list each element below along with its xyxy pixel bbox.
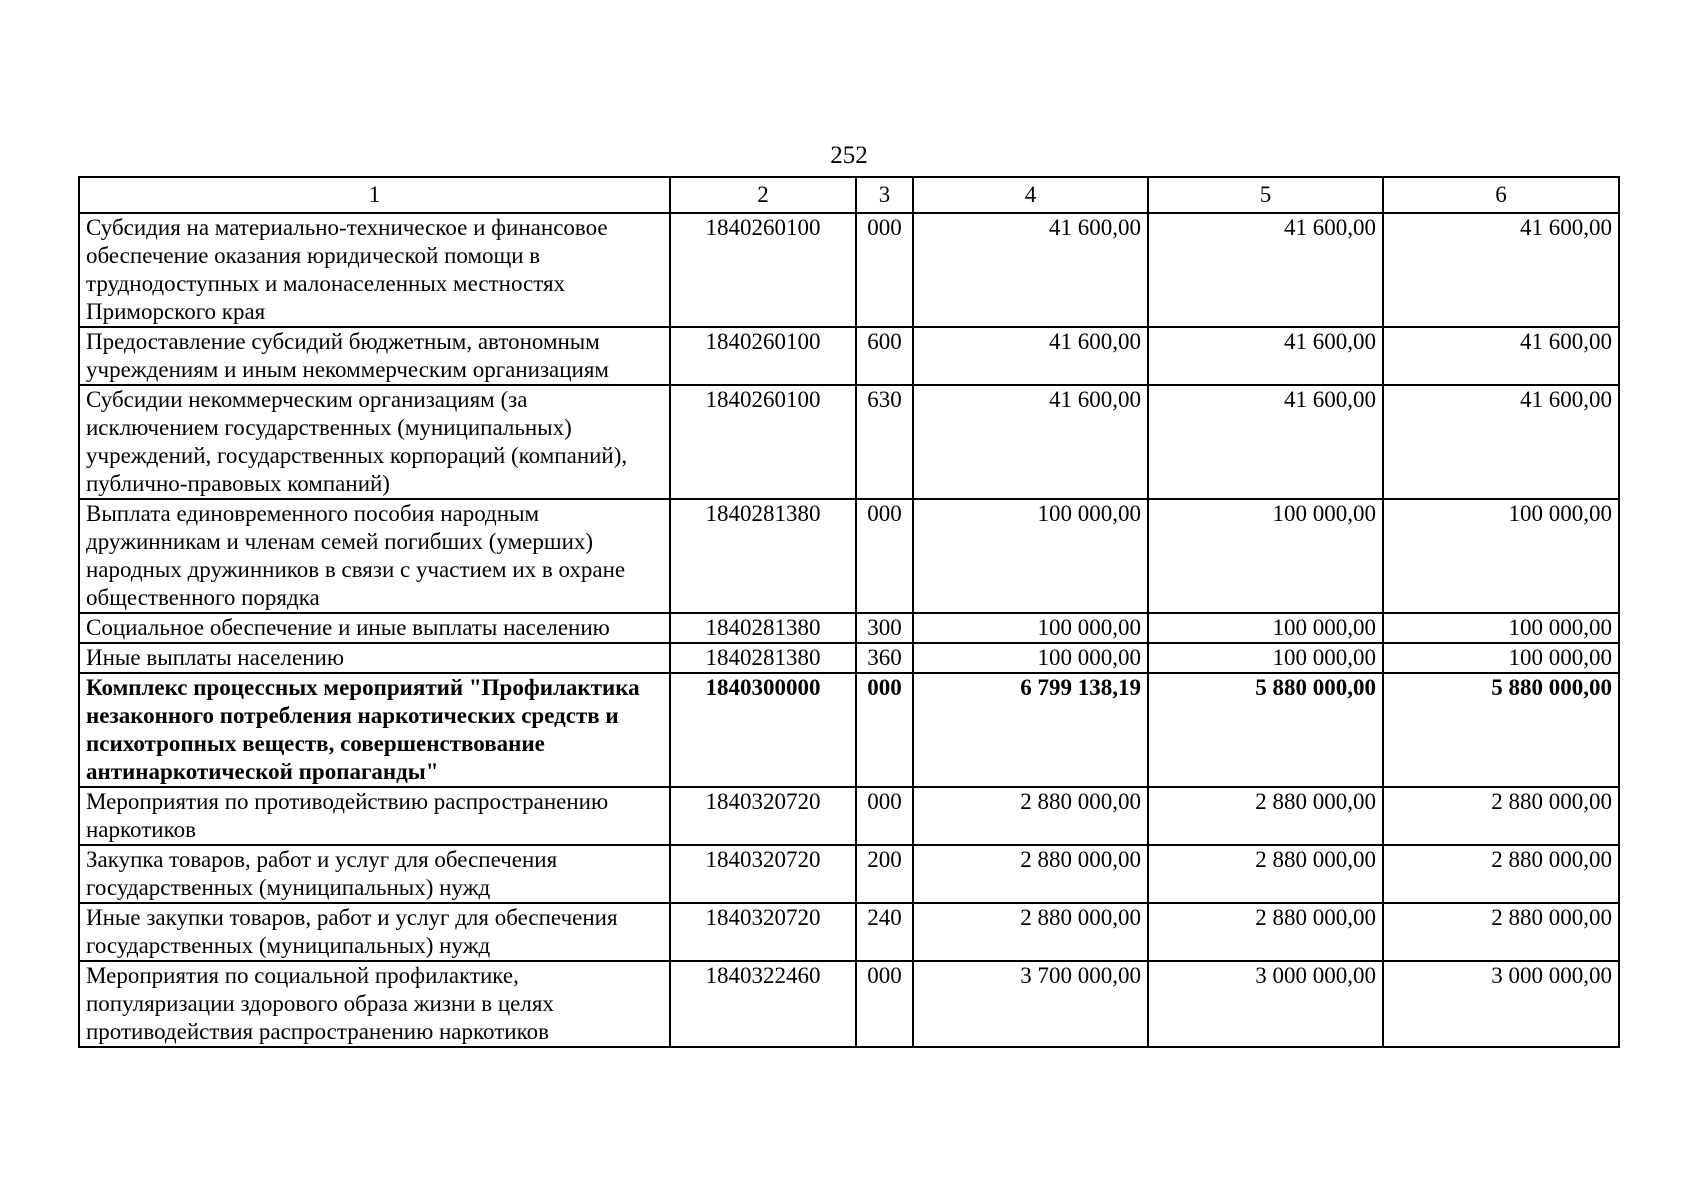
row-value-6: 100 000,00 — [1383, 613, 1619, 643]
row-name: Мероприятия по социальной профилактике, популяризации здорового образа жизни в целях противодействия распространению наркотиков — [79, 961, 670, 1047]
header-row — [79, 177, 1619, 213]
row-type: 360 — [856, 643, 913, 673]
table-row — [79, 327, 1619, 385]
row-value-5: 41 600,00 — [1148, 327, 1383, 385]
row-code: 1840260100 — [670, 385, 856, 499]
table-row — [79, 385, 1619, 499]
row-type: 600 — [856, 327, 913, 385]
row-value-5: 41 600,00 — [1148, 213, 1383, 327]
row-type: 000 — [856, 673, 913, 787]
row-value-6: 41 600,00 — [1383, 327, 1619, 385]
table-row — [79, 213, 1619, 327]
row-code: 1840281380 — [670, 643, 856, 673]
row-type: 300 — [856, 613, 913, 643]
table-row — [79, 845, 1619, 903]
row-value-4: 2 880 000,00 — [913, 787, 1148, 845]
row-value-6: 2 880 000,00 — [1383, 845, 1619, 903]
row-value-4: 41 600,00 — [913, 213, 1148, 327]
row-type: 200 — [856, 845, 913, 903]
table-row — [79, 903, 1619, 961]
table-row — [79, 961, 1619, 1047]
row-value-4: 100 000,00 — [913, 643, 1148, 673]
row-code: 1840281380 — [670, 613, 856, 643]
row-name: Мероприятия по противодействию распространению наркотиков — [79, 787, 670, 845]
row-code: 1840281380 — [670, 499, 856, 613]
row-value-4: 100 000,00 — [913, 499, 1148, 613]
table-row — [79, 787, 1619, 845]
row-type: 000 — [856, 961, 913, 1047]
header-col-4: 4 — [913, 177, 1148, 213]
row-name: Выплата единовременного пособия народным дружинникам и членам семей погибших (умерших) народных дружинников в связи с участием их в охране общественного порядка — [79, 499, 670, 613]
table-row — [79, 643, 1619, 673]
row-name: Иные выплаты населению — [79, 643, 670, 673]
row-value-5: 100 000,00 — [1148, 643, 1383, 673]
row-name: Комплекс процессных мероприятий "Профилактика незаконного потребления наркотических средств и психотропных веществ, совершенствование антинаркотической пропаганды" — [79, 673, 670, 787]
table-row — [79, 499, 1619, 613]
row-value-6: 5 880 000,00 — [1383, 673, 1619, 787]
row-value-6: 41 600,00 — [1383, 385, 1619, 499]
header-col-1: 1 — [79, 177, 670, 213]
row-type: 630 — [856, 385, 913, 499]
row-value-5: 100 000,00 — [1148, 613, 1383, 643]
table-row — [79, 613, 1619, 643]
row-code: 1840260100 — [670, 213, 856, 327]
header-col-3: 3 — [856, 177, 913, 213]
row-value-5: 5 880 000,00 — [1148, 673, 1383, 787]
row-value-4: 2 880 000,00 — [913, 903, 1148, 961]
row-value-4: 3 700 000,00 — [913, 961, 1148, 1047]
row-type: 000 — [856, 499, 913, 613]
row-value-6: 41 600,00 — [1383, 213, 1619, 327]
row-value-6: 2 880 000,00 — [1383, 903, 1619, 961]
row-value-6: 100 000,00 — [1383, 643, 1619, 673]
page-number: 252 — [830, 142, 868, 169]
row-value-5: 2 880 000,00 — [1148, 787, 1383, 845]
row-value-4: 6 799 138,19 — [913, 673, 1148, 787]
row-value-6: 3 000 000,00 — [1383, 961, 1619, 1047]
row-value-6: 2 880 000,00 — [1383, 787, 1619, 845]
row-type: 000 — [856, 213, 913, 327]
row-value-5: 3 000 000,00 — [1148, 961, 1383, 1047]
row-value-4: 100 000,00 — [913, 613, 1148, 643]
row-value-4: 41 600,00 — [913, 385, 1148, 499]
row-code: 1840300000 — [670, 673, 856, 787]
row-code: 1840260100 — [670, 327, 856, 385]
budget-table — [78, 176, 1620, 1048]
table-row-section — [79, 673, 1619, 787]
row-value-5: 2 880 000,00 — [1148, 845, 1383, 903]
row-value-4: 2 880 000,00 — [913, 845, 1148, 903]
row-name: Социальное обеспечение и иные выплаты населению — [79, 613, 670, 643]
row-code: 1840320720 — [670, 787, 856, 845]
row-name: Субсидия на материально-техническое и финансовое обеспечение оказания юридической помощи в труднодоступных и малонаселенных местностях Приморского края — [79, 213, 670, 327]
row-type: 000 — [856, 787, 913, 845]
row-code: 1840320720 — [670, 845, 856, 903]
row-name: Закупка товаров, работ и услуг для обеспечения государственных (муниципальных) нужд — [79, 845, 670, 903]
header-col-6: 6 — [1383, 177, 1619, 213]
row-name: Иные закупки товаров, работ и услуг для обеспечения государственных (муниципальных) нужд — [79, 903, 670, 961]
row-code: 1840322460 — [670, 961, 856, 1047]
row-value-5: 100 000,00 — [1148, 499, 1383, 613]
row-value-4: 41 600,00 — [913, 327, 1148, 385]
row-value-6: 100 000,00 — [1383, 499, 1619, 613]
header-col-2: 2 — [670, 177, 856, 213]
row-code: 1840320720 — [670, 903, 856, 961]
row-value-5: 2 880 000,00 — [1148, 903, 1383, 961]
row-type: 240 — [856, 903, 913, 961]
row-name: Предоставление субсидий бюджетным, автономным учреждениям и иным некоммерческим организациям — [79, 327, 670, 385]
row-name: Субсидии некоммерческим организациям (за исключением государственных (муниципальных) учреждений, государственных корпораций (компаний), публично-правовых компаний) — [79, 385, 670, 499]
row-value-5: 41 600,00 — [1148, 385, 1383, 499]
header-col-5: 5 — [1148, 177, 1383, 213]
